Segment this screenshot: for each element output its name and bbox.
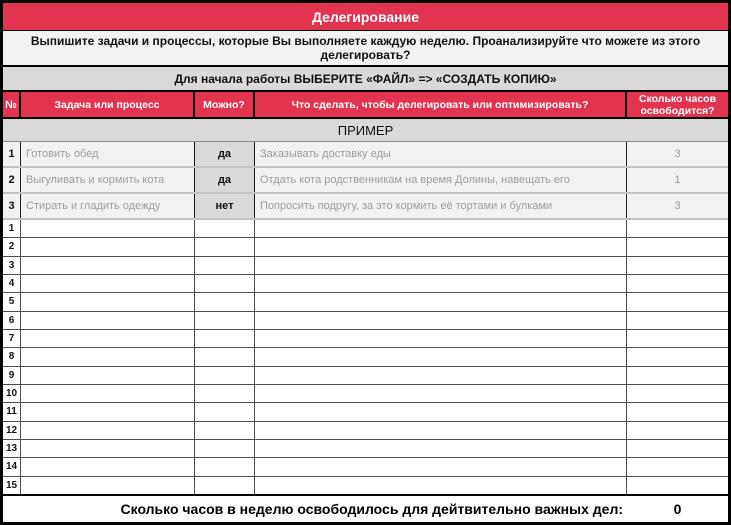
task-cell[interactable] (21, 458, 195, 475)
row-number: 2 (3, 168, 21, 192)
example-row-2 (3, 168, 728, 194)
task-cell[interactable]: Выгуливать и кормить кота (21, 168, 195, 192)
input-row-6 (3, 312, 728, 330)
hours-freed-cell[interactable] (627, 403, 728, 420)
row-number: 1 (3, 142, 21, 166)
column-header-task: Задача или процесс (21, 92, 195, 118)
task-cell[interactable] (21, 440, 195, 457)
task-cell[interactable] (21, 238, 195, 255)
task-cell[interactable] (21, 385, 195, 402)
user-input-rows (3, 220, 728, 494)
what-to-do-cell[interactable]: Попросить подругу, за это кормить её тортами и булками (255, 194, 627, 218)
total-value[interactable]: 0 (673, 501, 682, 517)
can-delegate-cell[interactable]: да (195, 142, 255, 166)
task-cell[interactable] (21, 367, 195, 384)
can-delegate-cell[interactable] (195, 312, 255, 329)
input-row-12 (3, 422, 728, 440)
row-number: 14 (3, 458, 21, 475)
task-cell[interactable] (21, 293, 195, 310)
example-row-3 (3, 194, 728, 220)
row-number: 5 (3, 293, 21, 310)
input-row-13 (3, 440, 728, 458)
task-cell[interactable]: Готовить обед (21, 142, 195, 166)
row-number: 6 (3, 312, 21, 329)
hours-freed-cell[interactable] (627, 422, 728, 439)
row-number: 4 (3, 275, 21, 292)
row-number: 2 (3, 238, 21, 255)
hours-freed-cell[interactable] (627, 458, 728, 475)
hours-freed-cell[interactable]: 3 (674, 148, 681, 160)
sheet-title-bar (3, 3, 728, 31)
what-to-do-cell[interactable] (255, 275, 627, 292)
what-to-do-cell[interactable] (255, 330, 627, 347)
input-row-11 (3, 403, 728, 421)
hours-freed-cell[interactable] (627, 477, 728, 494)
input-row-15 (3, 477, 728, 494)
setup-hint-row (3, 67, 728, 92)
can-delegate-cell[interactable] (195, 257, 255, 274)
can-delegate-cell[interactable]: да (195, 168, 255, 192)
input-row-8 (3, 348, 728, 366)
input-row-14 (3, 458, 728, 476)
what-to-do-cell[interactable] (255, 367, 627, 384)
row-number: 8 (3, 348, 21, 365)
can-delegate-cell[interactable] (195, 348, 255, 365)
row-number: 3 (3, 257, 21, 274)
task-cell[interactable] (21, 220, 195, 237)
instruction-text: Выпишите задачи и процессы, которые Вы выполняете каждую неделю. Проанализируйте что можете из этого делегировать? (30, 34, 701, 62)
hours-freed-cell[interactable] (627, 312, 728, 329)
can-delegate-cell[interactable] (195, 440, 255, 457)
what-to-do-cell[interactable] (255, 422, 627, 439)
hours-freed-cell[interactable] (627, 257, 728, 274)
row-number: 11 (3, 403, 21, 420)
column-header-hours: Сколько часов освободится? (638, 93, 717, 118)
row-number: 9 (3, 367, 21, 384)
what-to-do-cell[interactable] (255, 348, 627, 365)
hours-freed-cell[interactable] (627, 348, 728, 365)
what-to-do-cell[interactable]: Заказывать доставку еды (255, 142, 627, 166)
input-row-1 (3, 220, 728, 238)
what-to-do-cell[interactable] (255, 257, 627, 274)
example-row-1 (3, 142, 728, 168)
can-delegate-cell[interactable] (195, 385, 255, 402)
task-cell[interactable] (21, 348, 195, 365)
task-cell[interactable] (21, 477, 195, 494)
can-delegate-cell[interactable] (195, 403, 255, 420)
input-row-7 (3, 330, 728, 348)
can-delegate-cell[interactable]: нет (195, 194, 255, 218)
can-delegate-cell[interactable] (195, 238, 255, 255)
hours-freed-cell[interactable]: 1 (674, 174, 681, 186)
can-delegate-cell[interactable] (195, 220, 255, 237)
hours-freed-cell[interactable] (627, 385, 728, 402)
task-cell[interactable] (21, 312, 195, 329)
setup-hint-text: Для начала работы ВЫБЕРИТЕ «ФАЙЛ» => «СОЗДАТЬ КОПИЮ» (174, 71, 557, 86)
hours-freed-cell[interactable] (627, 293, 728, 310)
what-to-do-cell[interactable] (255, 385, 627, 402)
what-to-do-cell[interactable] (255, 403, 627, 420)
total-row (3, 494, 728, 522)
task-cell[interactable] (21, 403, 195, 420)
what-to-do-cell[interactable] (255, 293, 627, 310)
task-cell[interactable] (21, 257, 195, 274)
can-delegate-cell[interactable] (195, 275, 255, 292)
what-to-do-cell[interactable]: Отдать кота родственникам на время Долины, навещать его (255, 168, 627, 192)
task-cell[interactable] (21, 422, 195, 439)
input-row-2 (3, 238, 728, 256)
hours-freed-cell[interactable] (627, 275, 728, 292)
hours-freed-cell[interactable] (627, 440, 728, 457)
hours-freed-cell[interactable] (627, 220, 728, 237)
row-number: 7 (3, 330, 21, 347)
input-row-10 (3, 385, 728, 403)
can-delegate-cell[interactable] (195, 330, 255, 347)
input-row-4 (3, 275, 728, 293)
hours-freed-cell[interactable]: 3 (674, 200, 681, 212)
what-to-do-cell[interactable] (255, 238, 627, 255)
can-delegate-cell[interactable] (195, 458, 255, 475)
hours-freed-cell[interactable] (627, 367, 728, 384)
task-cell[interactable]: Стирать и гладить одежду (21, 194, 195, 218)
what-to-do-cell[interactable] (255, 220, 627, 237)
input-row-5 (3, 293, 728, 311)
example-section-label: ПРИМЕР (3, 119, 728, 142)
row-number: 10 (3, 385, 21, 402)
hours-freed-cell[interactable] (627, 330, 728, 347)
what-to-do-cell[interactable] (255, 477, 627, 494)
total-label: Сколько часов в неделю освободилось для дейтвительно важных дел: (120, 501, 623, 517)
row-number: 1 (3, 220, 21, 237)
can-delegate-cell[interactable] (195, 477, 255, 494)
row-number: 13 (3, 440, 21, 457)
can-delegate-cell[interactable] (195, 293, 255, 310)
can-delegate-cell[interactable] (195, 422, 255, 439)
task-cell[interactable] (21, 275, 195, 292)
input-row-3 (3, 257, 728, 275)
column-header-can: Можно? (195, 92, 255, 118)
column-header-num: № (3, 92, 21, 118)
column-header-what: Что сделать, чтобы делегировать или оптимизировать? (255, 92, 627, 118)
what-to-do-cell[interactable] (255, 312, 627, 329)
table-header-row (3, 92, 728, 119)
input-row-9 (3, 367, 728, 385)
what-to-do-cell[interactable] (255, 440, 627, 457)
row-number: 15 (3, 477, 21, 494)
what-to-do-cell[interactable] (255, 458, 627, 475)
page-title: Делегирование (311, 8, 420, 25)
row-number: 12 (3, 422, 21, 439)
can-delegate-cell[interactable] (195, 367, 255, 384)
row-number: 3 (3, 194, 21, 218)
hours-freed-cell[interactable] (627, 238, 728, 255)
instruction-row (3, 31, 728, 67)
task-cell[interactable] (21, 330, 195, 347)
